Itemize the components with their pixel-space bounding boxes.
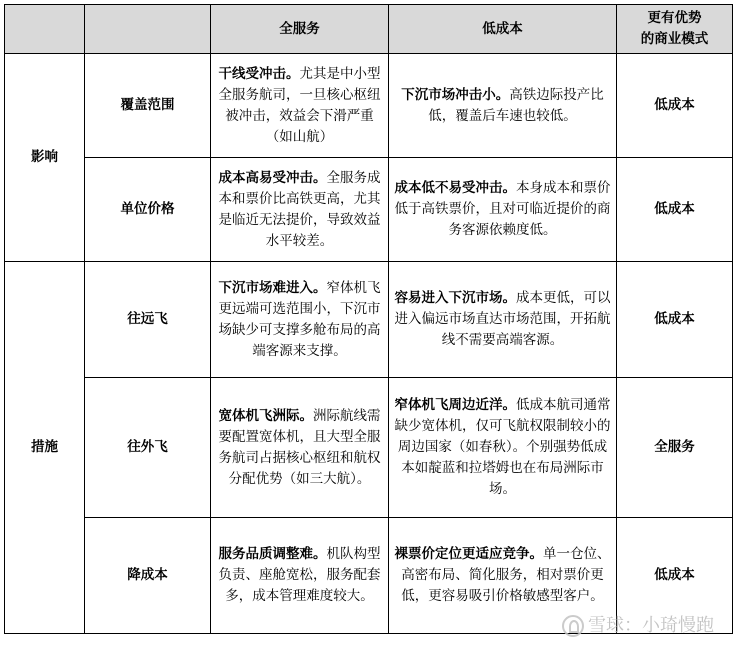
row-label: 降成本 [85,518,211,634]
header-empty-2 [85,5,211,54]
full-service-text: 洲际航线需要配置宽体机，且大型全服务航司占据核心枢纽和航权分配优势（如三大航）。 [218,407,381,487]
low-cost-text: 高铁边际投产比低，覆盖后车速也较低。 [428,86,604,124]
full-service-cell [211,518,389,634]
table-row [5,378,733,518]
low-cost-cell [389,378,617,518]
header-row [5,5,733,54]
full-service-lead: 成本高易受冲击。 [218,169,327,186]
comparison-table [4,4,733,634]
low-cost-cell [389,158,617,262]
better-model-cell: 低成本 [617,158,733,262]
low-cost-lead: 容易进入下沉市场。 [394,290,516,306]
header-empty-1 [5,5,85,54]
full-service-text: 机队构型负责、座舱宽松，服务配套多，成本管理难度较大。 [218,546,381,604]
table-row [5,158,733,262]
low-cost-text: 本身成本和票价低于高铁票价，且对可临近提价的商务客源依赖度低。 [394,180,611,238]
row-label: 往远飞 [85,262,211,378]
better-model-cell: 低成本 [617,518,733,634]
low-cost-lead: 窄体机飞周边近洋。 [394,397,516,413]
low-cost-lead: 下沉市场冲击小。 [401,86,510,103]
low-cost-text: 单一仓位、高密布局、简化服务，相对票价更低，更容易吸引价格敏感型客户。 [401,546,611,604]
low-cost-cell [389,262,617,378]
header-better-model [617,5,733,54]
low-cost-lead: 裸票价定位更适应竞争。 [394,546,543,562]
watermark [562,611,714,637]
better-model-cell: 低成本 [617,262,733,378]
row-label: 往外飞 [85,378,211,518]
low-cost-text: 成本更低，可以进入偏远市场直达市场范围，开拓航线不需要高端客源。 [394,290,611,348]
low-cost-cell [389,54,617,158]
header-low-cost: 低成本 [389,5,617,54]
header-full-service: 全服务 [211,5,389,54]
group-measures: 措施 [5,262,85,634]
better-model-cell: 低成本 [617,54,733,158]
full-service-text: 窄体机飞更远端可选范围小，下沉市场缺少可支撑多舱布局的高端客源来支撑。 [218,279,381,359]
low-cost-lead: 成本低不易受冲击。 [394,180,516,196]
snowball-logo-icon [562,615,584,637]
header-better-line2: 的商业模式 [640,31,709,47]
full-service-text: 全服务成本和票价比高铁更高，尤其是临近无法提价，导致效益水平较差。 [218,169,381,249]
header-better-line1: 更有优势 [647,10,702,26]
group-impact: 影响 [5,54,85,262]
watermark-text: 雪球：小琦慢跑 [588,615,714,636]
full-service-lead: 下沉市场难进入。 [218,279,327,296]
full-service-cell [211,54,389,158]
table-row [5,54,733,158]
row-label: 覆盖范围 [85,54,211,158]
full-service-lead: 宽体机飞洲际。 [218,407,313,424]
better-model-cell: 全服务 [617,378,733,518]
full-service-cell [211,262,389,378]
full-service-lead: 干线受冲击。 [218,65,300,82]
table-row [5,262,733,378]
full-service-text: 尤其是中小型全服务航司，一旦核心枢纽被冲击，效益会下滑严重（如山航） [218,65,381,145]
low-cost-text: 低成本航司通常缺少宽体机，仅可飞航权限制较小的周边国家（如春秋）。个别强势低成本如靛蓝和拉塔姆也在布局洲际市场。 [394,397,611,497]
full-service-cell [211,378,389,518]
full-service-cell [211,158,389,262]
row-label: 单位价格 [85,158,211,262]
full-service-lead: 服务品质调整难。 [218,546,327,562]
